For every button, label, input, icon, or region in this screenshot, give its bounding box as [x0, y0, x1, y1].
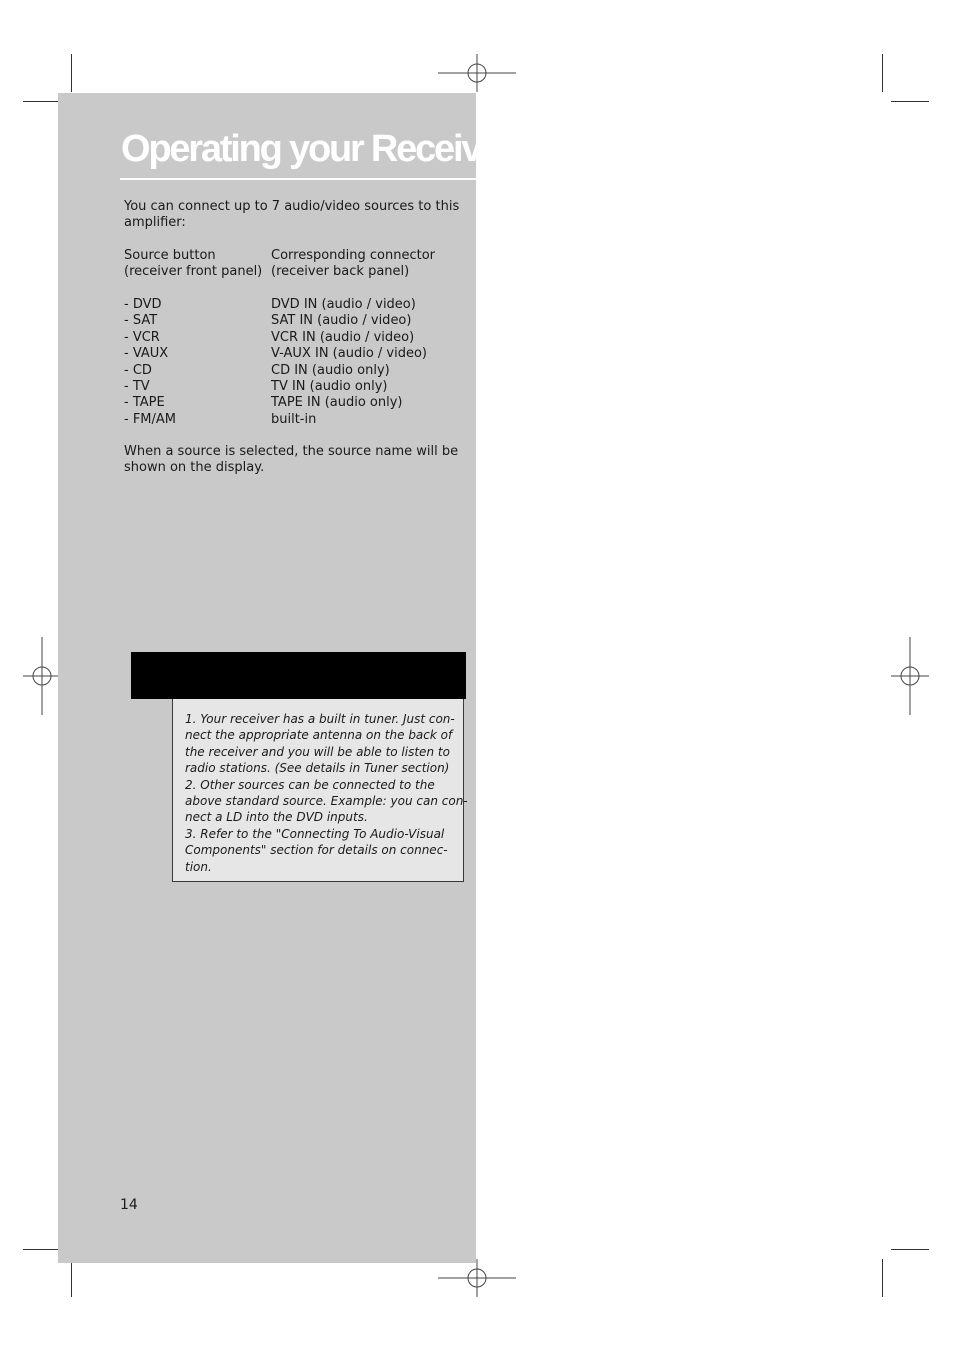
note-text [185, 711, 468, 875]
source-item: - TAPE [124, 395, 165, 411]
connector-item: TAPE IN (audio only) [271, 395, 403, 411]
source-list [124, 297, 176, 428]
source-item: - DVD [124, 297, 162, 312]
title-underline [120, 178, 476, 180]
crop-mark [71, 1259, 72, 1297]
registration-mark-icon [891, 637, 929, 715]
crop-mark [71, 54, 72, 92]
header-line: (receiver back panel) [271, 264, 410, 280]
connector-item: CD IN (audio only) [271, 362, 390, 378]
intro-line: amplifier: [124, 215, 186, 231]
header-line: Corresponding connector [271, 248, 436, 263]
outro-line: When a source is selected, the source name will be [124, 444, 459, 459]
crop-mark [891, 1249, 929, 1250]
outro-line: shown on the display. [124, 460, 265, 476]
registration-mark-icon [23, 637, 61, 715]
connector-item: V-AUX IN (audio / video) [271, 346, 427, 362]
source-item: - VAUX [124, 346, 169, 362]
source-item: - SAT [124, 313, 158, 329]
crop-mark [891, 101, 929, 102]
source-item: - VCR [124, 329, 160, 345]
connector-list [271, 297, 427, 428]
page-title: Operating your Receiver [121, 128, 512, 170]
note-line: tion. [185, 859, 212, 874]
note-line: 2. Other sources can be connected to the [185, 777, 435, 792]
connector-item: VCR IN (audio / video) [271, 329, 415, 345]
header-line: (receiver front panel) [124, 264, 263, 280]
note-line: Components" section for details on connec- [185, 843, 448, 858]
intro-line: You can connect up to 7 audio/video sources to this [124, 199, 460, 214]
note-header-bar [131, 652, 466, 699]
crop-mark [882, 54, 883, 92]
outro-text [124, 444, 458, 477]
crop-mark [23, 101, 61, 102]
source-item: - TV [124, 379, 150, 395]
note-line: above standard source. Example: you can con- [185, 794, 468, 809]
source-item: - CD [124, 362, 152, 378]
table-header-source [124, 248, 262, 281]
note-line: nect a LD into the DVD inputs. [185, 810, 368, 825]
source-item: - FM/AM [124, 411, 177, 427]
intro-text [124, 199, 459, 232]
page-number: 14 [120, 1197, 138, 1213]
connector-item: SAT IN (audio / video) [271, 313, 412, 329]
registration-mark-icon [438, 1259, 516, 1297]
note-line: the receiver and you will be able to listen to [185, 744, 450, 759]
header-line: Source button [124, 248, 216, 263]
note-line: radio stations. (See details in Tuner section) [185, 761, 450, 776]
connector-item: TV IN (audio only) [271, 379, 388, 395]
note-line: 3. Refer to the "Connecting To Audio-Visual [185, 826, 445, 841]
crop-mark [23, 1249, 61, 1250]
table-header-connector [271, 248, 435, 281]
connector-item: DVD IN (audio / video) [271, 297, 416, 312]
connector-item: built-in [271, 411, 317, 427]
crop-mark [882, 1259, 883, 1297]
registration-mark-icon [438, 54, 516, 92]
note-line: nect the appropriate antenna on the back of [185, 728, 453, 743]
note-line: 1. Your receiver has a built in tuner. Just con- [185, 712, 455, 726]
